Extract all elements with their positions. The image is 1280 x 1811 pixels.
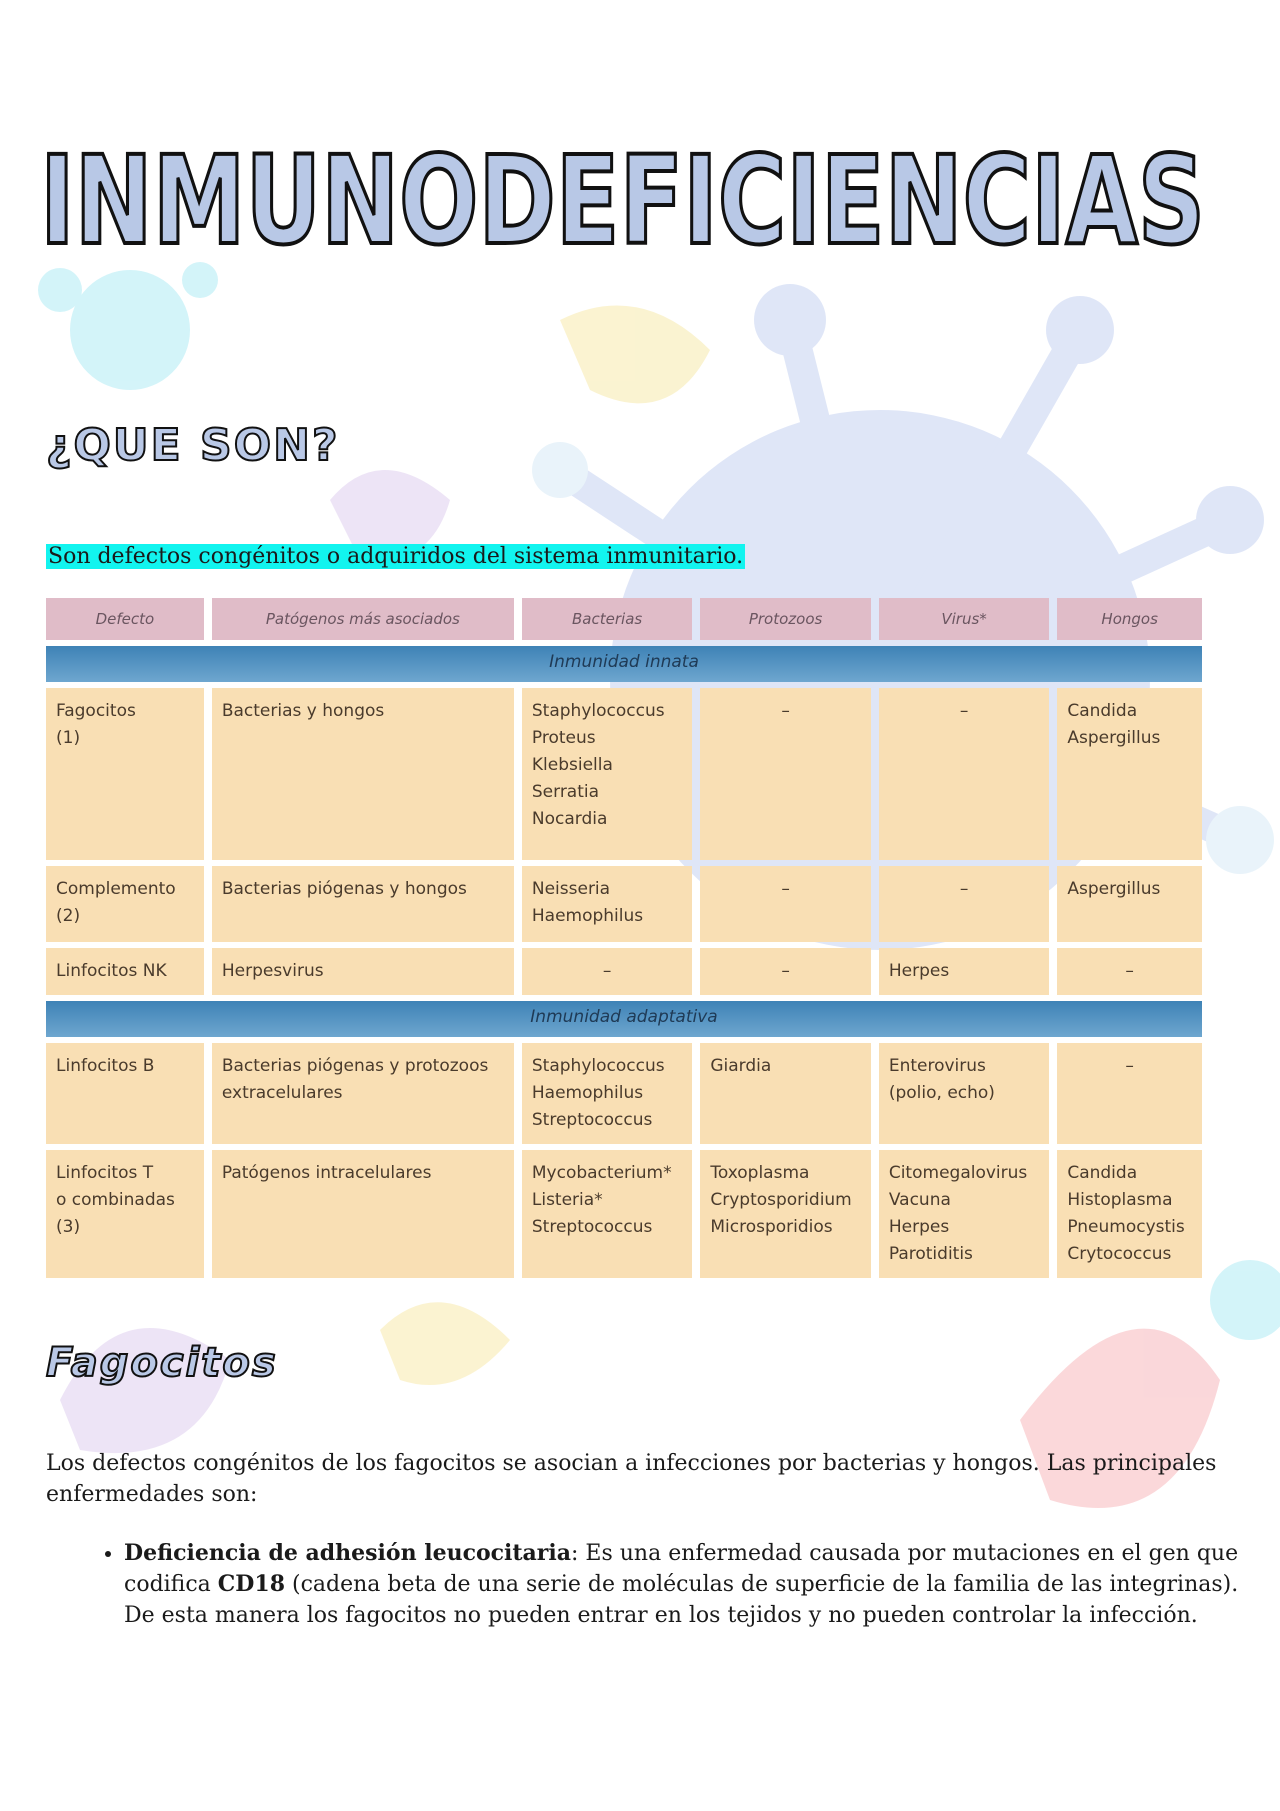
disease-list <box>80 1538 1274 1631</box>
group-adaptive: Inmunidad adaptativa <box>46 1001 1202 1037</box>
cell-defecto: Linfocitos B <box>46 1043 204 1144</box>
cell-hongos: Candida Aspergillus <box>1057 688 1202 860</box>
table-row <box>46 866 1202 942</box>
table-row <box>46 1150 1202 1278</box>
cell-virus: – <box>879 688 1049 860</box>
table-row <box>46 948 1202 995</box>
cell-bacterias: Neisseria Haemophilus <box>522 866 692 942</box>
disease-text-2: (cadena beta de una serie de moléculas de superficie de la familia de las integrinas). De esta manera los fagocitos no pueden entrar en los tejidos y no pueden controlar la infección. <box>124 1572 1239 1628</box>
page-title-text: INMUNODEFICIENCIAS <box>40 130 1205 272</box>
cell-bacterias: Staphylococcus Haemophilus Streptococcus <box>522 1043 692 1144</box>
list-item <box>124 1538 1274 1631</box>
cell-patogenos: Bacterias piógenas y hongos <box>212 866 514 942</box>
cell-hongos: – <box>1057 948 1202 995</box>
cell-defecto: Complemento (2) <box>46 866 204 942</box>
cell-patogenos: Herpesvirus <box>212 948 514 995</box>
cell-patogenos: Bacterias piógenas y protozoos extracelulares <box>212 1043 514 1144</box>
cell-bacterias: Mycobacterium* Listeria* Streptococcus <box>522 1150 692 1278</box>
cell-protozoos: – <box>700 866 870 942</box>
cell-patogenos: Patógenos intracelulares <box>212 1150 514 1278</box>
cell-protozoos: Toxoplasma Cryptosporidium Microsporidios <box>700 1150 870 1278</box>
que-son-heading: ¿QUE SON? <box>46 420 340 471</box>
cell-protozoos: – <box>700 688 870 860</box>
cell-defecto: Linfocitos T o combinadas (3) <box>46 1150 204 1278</box>
immunodeficiency-table <box>38 592 1210 1284</box>
header-protozoos: Protozoos <box>700 598 870 640</box>
cell-virus: – <box>879 866 1049 942</box>
disease-text-1: : Es una enfermedad causada por mutaciones en el gen que codifica <box>124 1541 1239 1597</box>
cell-bacterias: – <box>522 948 692 995</box>
group-innate: Inmunidad innata <box>46 646 1202 682</box>
fagocitos-heading: Fagocitos <box>46 1340 278 1386</box>
cell-virus: Herpes <box>879 948 1049 995</box>
cell-protozoos: Giardia <box>700 1043 870 1144</box>
header-virus: Virus* <box>879 598 1049 640</box>
cell-protozoos: – <box>700 948 870 995</box>
table-row <box>46 688 1202 860</box>
cd18-term: CD18 <box>217 1571 285 1597</box>
cell-hongos: Candida Histoplasma Pneumocystis Crytococcus <box>1057 1150 1202 1278</box>
cell-virus: Enterovirus (polio, echo) <box>879 1043 1049 1144</box>
header-defecto: Defecto <box>46 598 204 640</box>
cell-hongos: Aspergillus <box>1057 866 1202 942</box>
cell-defecto: Fagocitos (1) <box>46 688 204 860</box>
header-hongos: Hongos <box>1057 598 1202 640</box>
cell-patogenos: Bacterias y hongos <box>212 688 514 860</box>
cell-defecto: Linfocitos NK <box>46 948 204 995</box>
intro-sentence: Son defectos congénitos o adquiridos del sistema inmunitario. <box>48 544 744 569</box>
cell-bacterias: Staphylococcus Proteus Klebsiella Serratia Nocardia <box>522 688 692 860</box>
header-patogenos: Patógenos más asociados <box>212 598 514 640</box>
fagocitos-paragraph: Los defectos congénitos de los fagocitos se asocian a infecciones por bacterias y hongos. Las principales enfermedades son: <box>46 1451 1217 1507</box>
disease-name: Deficiencia de adhesión leucocitaria <box>124 1540 572 1566</box>
page-title <box>40 118 1210 278</box>
header-bacterias: Bacterias <box>522 598 692 640</box>
cell-virus: Citomegalovirus Vacuna Herpes Parotiditis <box>879 1150 1049 1278</box>
cell-hongos: – <box>1057 1043 1202 1144</box>
table-row <box>46 1043 1202 1144</box>
